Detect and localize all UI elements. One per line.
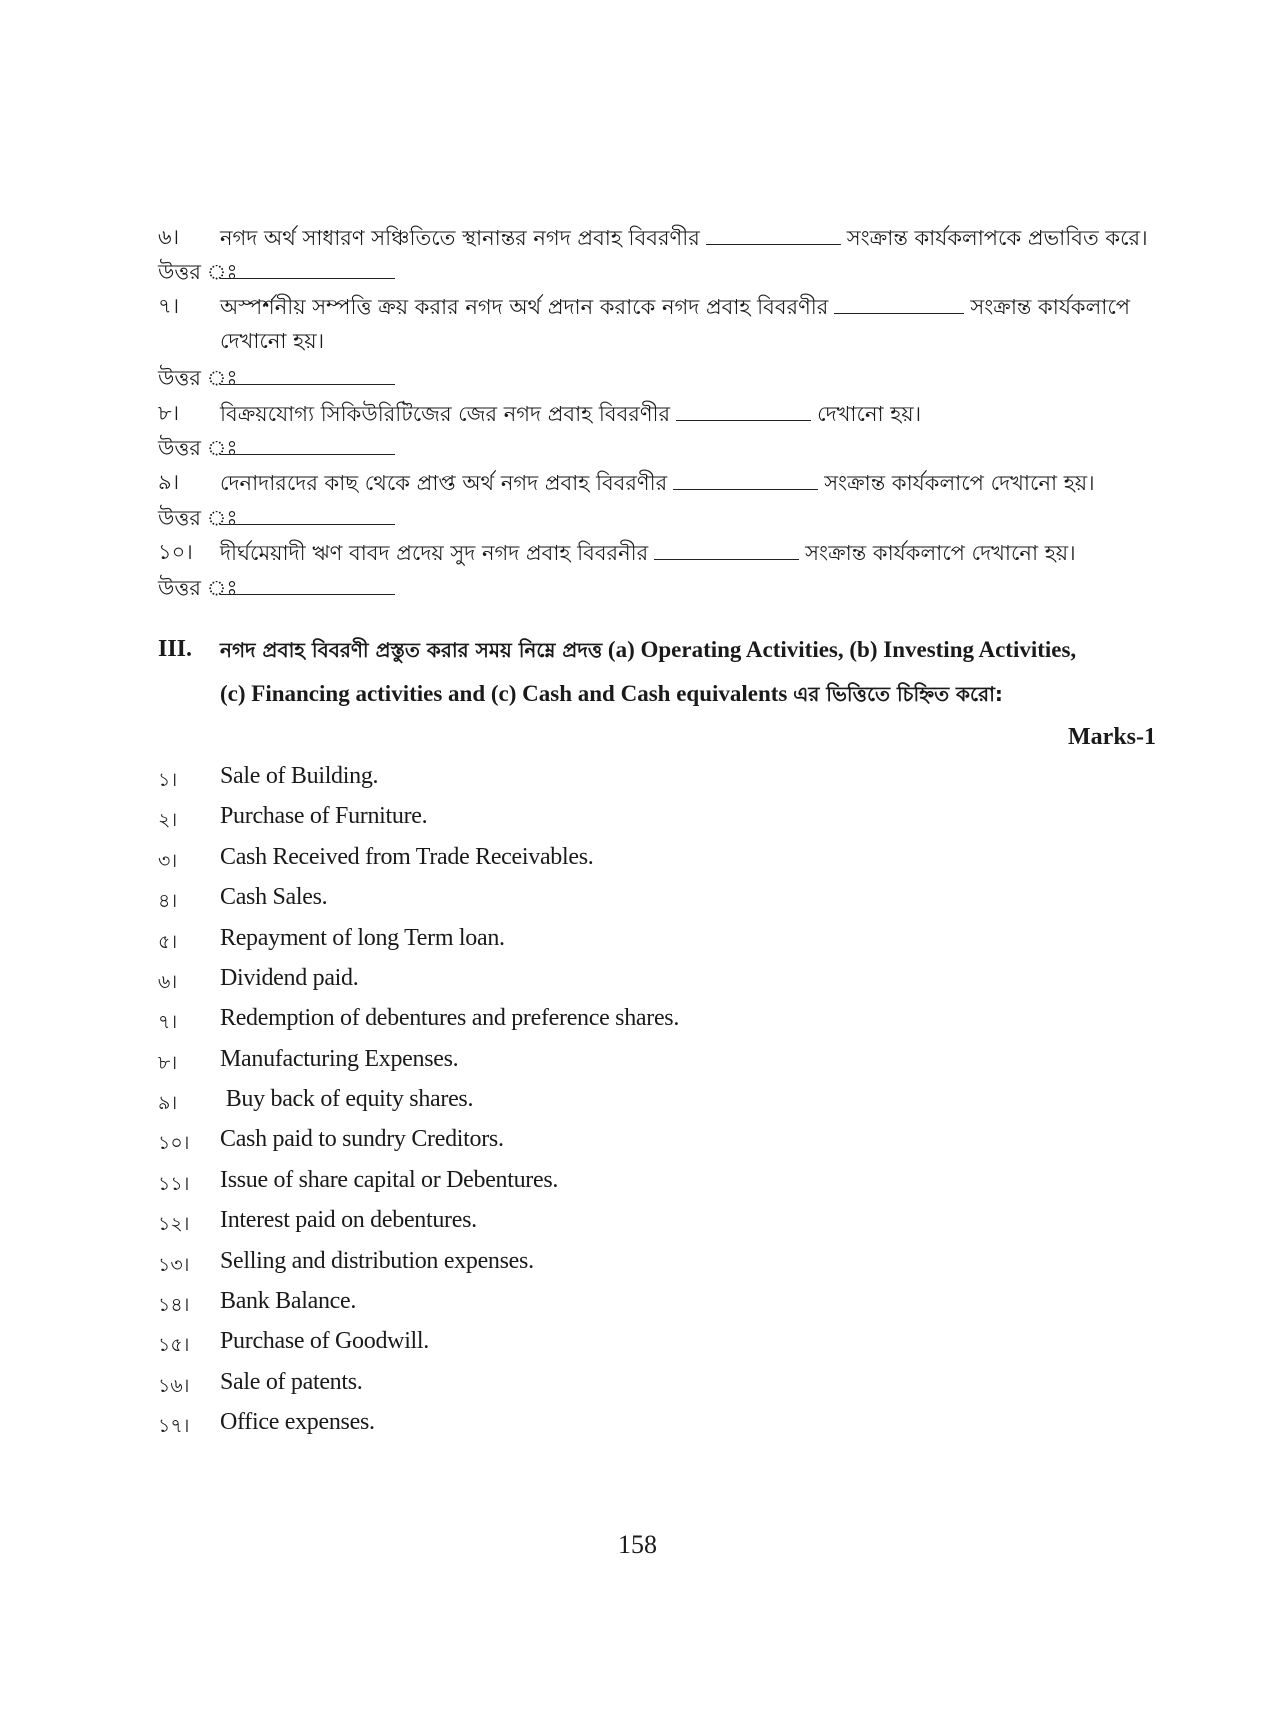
item-text: Buy back of equity shares. [220,1086,474,1112]
item-text: Issue of share capital or Debentures. [220,1167,559,1193]
answer-label: উত্তর ঃ [158,576,238,600]
item-number: ১০। [158,1132,190,1154]
item-text: Dividend paid. [220,965,359,991]
item-number: ৬। [158,971,178,993]
question-text: অস্পর্শনীয় সম্পত্তি ক্রয় করার নগদ অর্থ প্রদান করাকে নগদ প্রবাহ বিবরণীর [220,295,829,319]
item-text: Office expenses. [220,1409,375,1435]
question-text-after: সংক্রান্ত কার্যকলাপে দেখানো হয়। [824,471,1095,495]
item-number: ১। [158,769,178,791]
question-text: দেনাদারদের কাছ থেকে প্রাপ্ত অর্থ নগদ প্রবাহ বিবরণীর [220,471,668,495]
question-number: ১০। [158,540,193,564]
item-text: Bank Balance. [220,1288,357,1314]
item-text: Interest paid on debentures. [220,1207,477,1233]
answer-line [158,256,395,287]
item-number: ৮। [158,1052,178,1074]
item-number: ২। [158,809,178,831]
item-number: ৭। [158,1011,178,1033]
item-number: ৪। [158,890,178,912]
section-heading-en-2: (c) Financing activities and (c) Cash and Cash equivalents [220,681,788,706]
answer-blank[interactable] [220,502,395,525]
question-text-after: সংক্রান্ত কার্যকলাপে দেখানো হয়। [805,541,1076,565]
question-number: ৮। [158,401,180,425]
question-text: নগদ অর্থ সাধারণ সঞ্চিতিতে স্থানান্তর নগদ প্রবাহ বিবরণীর [220,226,700,250]
section-heading-line-2 [220,680,1003,713]
item-text: Purchase of Furniture. [220,803,428,829]
answer-blank[interactable] [220,362,395,385]
section-number: III. [158,636,193,662]
answer-label: উত্তর ঃ [158,506,238,530]
item-number: ১৬। [158,1375,190,1397]
fill-blank[interactable] [654,537,799,560]
item-text: Cash Received from Trade Receivables. [220,844,594,870]
answer-label: উত্তর ঃ [158,260,238,284]
question-number: ৭। [158,294,180,318]
question-text-after: সংক্রান্ত কার্যকলাপে [970,295,1131,319]
section-heading-line-1 [220,636,1076,669]
question-text: দীর্ঘমেয়াদী ঋণ বাবদ প্রদেয় সুদ নগদ প্রবাহ বিবরনীর [220,541,649,565]
item-number: ১১। [158,1173,190,1195]
answer-line [158,432,395,463]
fill-blank[interactable] [834,291,964,314]
question-text: বিক্রয়যোগ্য সিকিউরিটিজের জের নগদ প্রবাহ বিবরণীর [220,402,671,426]
item-number: ১৭। [158,1415,190,1437]
answer-line [158,572,395,603]
section-heading-bn-2: এর ভিত্তিতে চিহ্নিত করো: [793,682,1003,706]
answer-label: উত্তর ঃ [158,366,238,390]
item-text: Redemption of debentures and preference shares. [220,1005,680,1031]
item-text: Sale of Building. [220,763,379,789]
question-7-continuation: দেখানো হয়। [220,329,325,353]
answer-blank[interactable] [220,256,395,279]
item-number: ৫। [158,931,178,953]
item-number: ১৫। [158,1334,190,1356]
item-text: Cash Sales. [220,884,328,910]
item-number: ১৪। [158,1294,190,1316]
page-number: 158 [618,1530,657,1559]
question-number: ৬। [158,225,180,249]
item-text: Manufacturing Expenses. [220,1046,459,1072]
item-text: Sale of patents. [220,1369,363,1395]
answer-line [158,362,395,393]
answer-blank[interactable] [220,432,395,455]
item-text: Purchase of Goodwill. [220,1328,429,1354]
section-heading-bn: নগদ প্রবাহ বিবরণী প্রস্তুত করার সময় নিম্নে প্রদত্ত [220,638,603,662]
question-text-after: দেখানো হয়। [817,402,922,426]
item-number: ১৩। [158,1254,190,1276]
item-text: Cash paid to sundry Creditors. [220,1126,504,1152]
question-number: ৯। [158,470,180,494]
item-number: ১২। [158,1213,190,1235]
item-text: Selling and distribution expenses. [220,1248,534,1274]
fill-blank[interactable] [676,398,811,421]
marks-label: Marks-1 [1068,724,1156,750]
item-number: ৩। [158,850,178,872]
answer-line [158,502,395,533]
answer-label: উত্তর ঃ [158,436,238,460]
section-heading-en: (a) Operating Activities, (b) Investing Activities, [607,637,1077,662]
answer-blank[interactable] [220,572,395,595]
question-text-after: সংক্রান্ত কার্যকলাপকে প্রভাবিত করে। [846,226,1148,250]
item-number: ৯। [158,1092,178,1114]
fill-blank[interactable] [706,222,841,245]
fill-blank[interactable] [673,467,818,490]
item-text: Repayment of long Term loan. [220,925,505,951]
